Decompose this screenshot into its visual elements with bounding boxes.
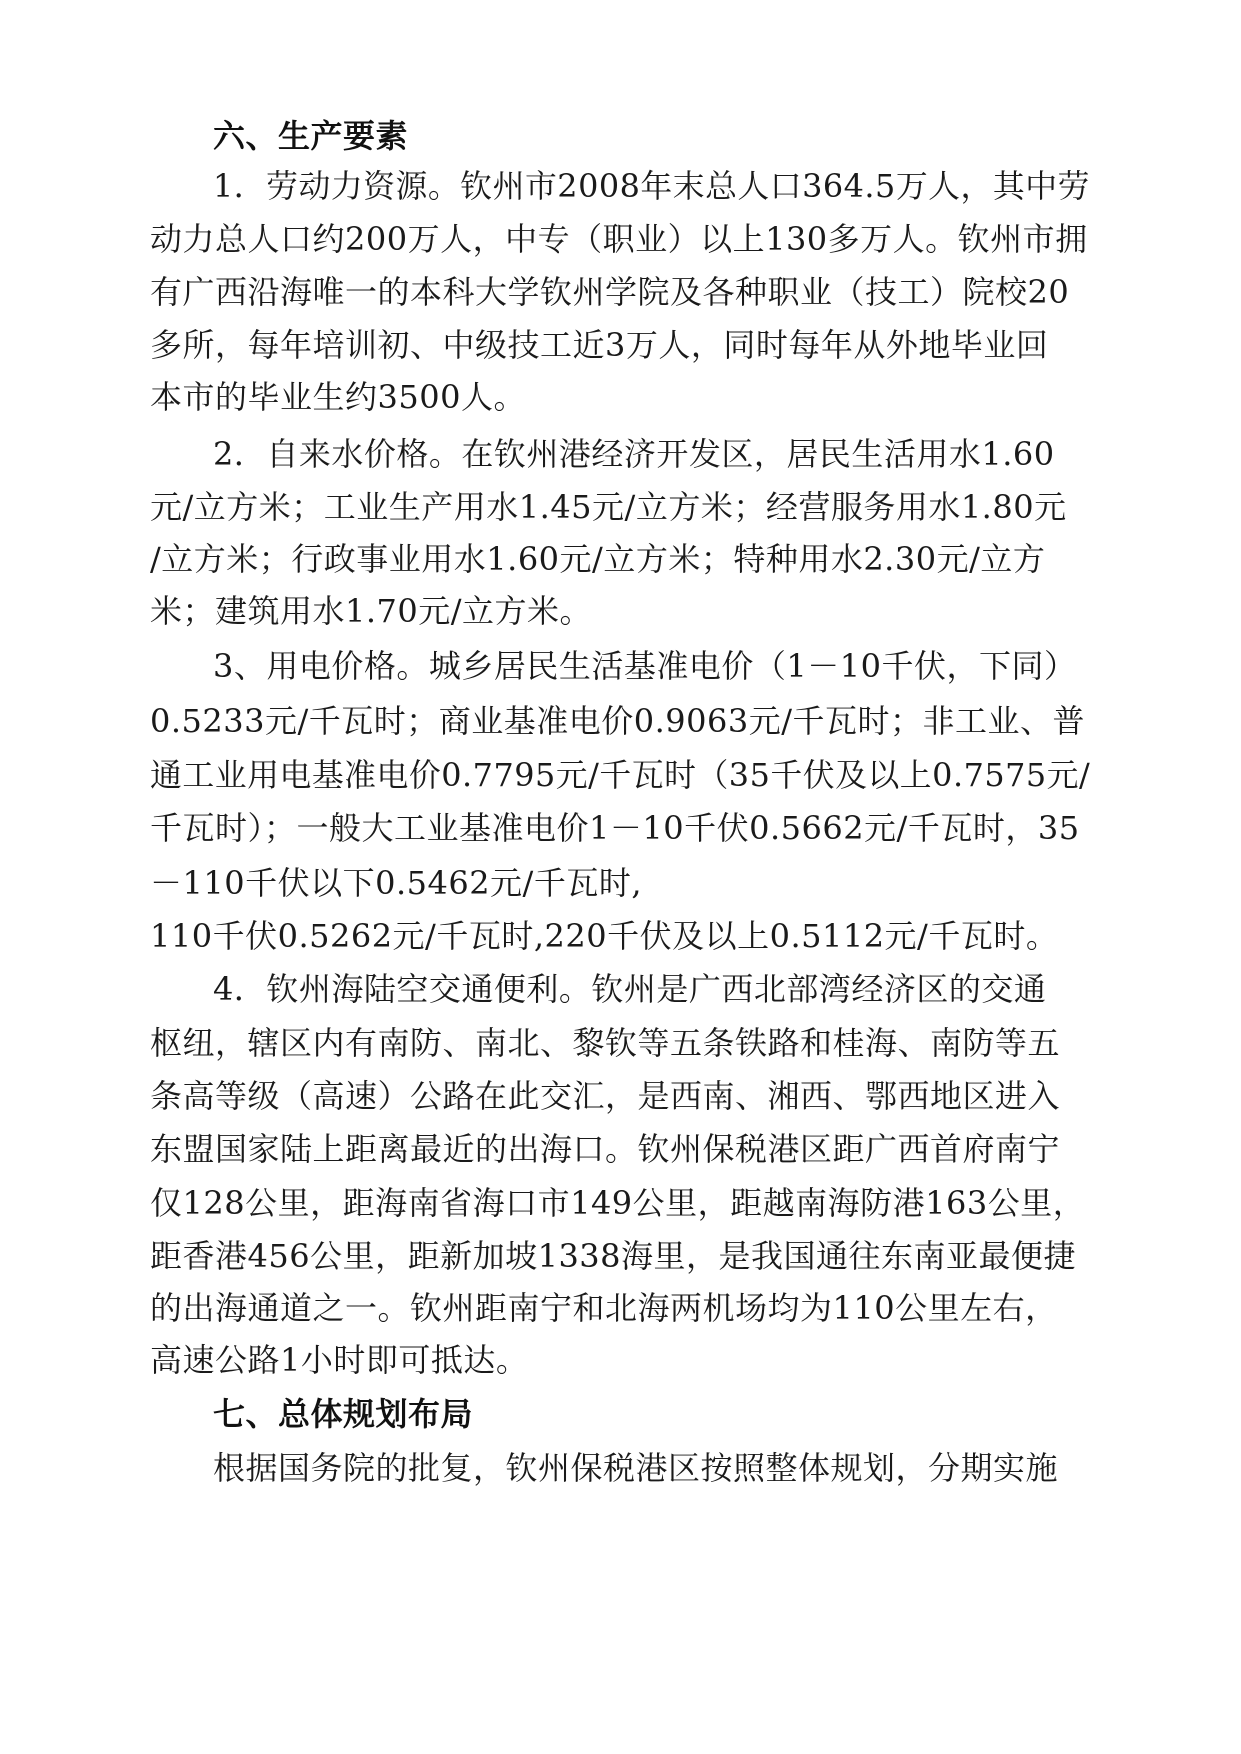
paragraph-line xyxy=(0,372,1241,422)
labor-paragraph-line-2: 动力总人口约200万人，中专（职业）以上130多万人。钦州市拥 xyxy=(150,220,1088,258)
labor-paragraph-line-5: 本市的毕业生约3500人。 xyxy=(150,378,526,416)
labor-paragraph-line-3: 有广西沿海唯一的本科大学钦州学院及各种职业（技工）院校20 xyxy=(150,273,1070,311)
paragraph-line xyxy=(0,641,1241,691)
paragraph-line xyxy=(0,1178,1241,1228)
paragraph-line xyxy=(0,214,1241,264)
paragraph-line xyxy=(0,1018,1241,1068)
paragraph-line xyxy=(0,482,1241,532)
paragraph-line xyxy=(0,1071,1241,1121)
paragraph-line xyxy=(0,1231,1241,1281)
paragraph-line xyxy=(0,320,1241,370)
section-heading xyxy=(0,1389,1241,1439)
water-paragraph-line-3: /立方米；行政事业用水1.60元/立方米；特种用水2.30元/立方 xyxy=(150,540,1046,578)
water-paragraph-line-4: 米；建筑用水1.70元/立方米。 xyxy=(150,592,593,630)
transport-paragraph-line-5: 仅128公里，距海南省海口市149公里，距越南海防港163公里， xyxy=(150,1184,1086,1222)
planning-paragraph-line-1: 根据国务院的批复，钦州保税港区按照整体规划，分期实施 xyxy=(213,1449,1059,1487)
labor-paragraph-line-4: 多所，每年培训初、中级技工近3万人，同时每年从外地毕业回 xyxy=(150,326,1049,364)
paragraph-line xyxy=(0,429,1241,479)
paragraph-line xyxy=(0,267,1241,317)
labor-paragraph-line-1: 1．劳动力资源。钦州市2008年末总人口364.5万人，其中劳 xyxy=(213,167,1090,205)
section-6-heading: 六、生产要素 xyxy=(213,117,409,155)
paragraph-line xyxy=(0,1283,1241,1333)
electricity-paragraph-line-3: 通工业用电基准电价0.7795元/千瓦时（35千伏及以上0.7575元/ xyxy=(150,756,1091,794)
water-paragraph-line-1: 2．自来水价格。在钦州港经济开发区，居民生活用水1.60 xyxy=(213,435,1055,473)
paragraph-line xyxy=(0,1124,1241,1174)
water-paragraph-line-2: 元/立方米；工业生产用水1.45元/立方米；经营服务用水1.80元 xyxy=(150,488,1067,526)
transport-paragraph-line-7: 的出海通道之一。钦州距南宁和北海两机场均为110公里左右， xyxy=(150,1289,1058,1327)
paragraph-line xyxy=(0,1443,1241,1493)
electricity-paragraph-line-6: 110千伏0.5262元/千瓦时,220千伏及以上0.5112元/千瓦时。 xyxy=(150,917,1059,955)
transport-paragraph-line-1: 4．钦州海陆空交通便利。钦州是广西北部湾经济区的交通 xyxy=(213,970,1047,1008)
paragraph-line xyxy=(0,858,1241,908)
paragraph-line xyxy=(0,696,1241,746)
paragraph-line xyxy=(0,750,1241,800)
paragraph-line xyxy=(0,1335,1241,1385)
section-7-heading: 七、总体规划布局 xyxy=(213,1395,474,1433)
section-heading xyxy=(0,111,1241,161)
transport-paragraph-line-2: 枢纽，辖区内有南防、南北、黎钦等五条铁路和桂海、南防等五 xyxy=(150,1024,1061,1062)
electricity-paragraph-line-1: 3、用电价格。城乡居民生活基准电价（1－10千伏，下同） xyxy=(213,647,1077,685)
electricity-paragraph-line-4: 千瓦时）；一般大工业基准电价1－10千伏0.5662元/千瓦时，35 xyxy=(150,809,1080,847)
paragraph-line xyxy=(0,911,1241,961)
paragraph-line xyxy=(0,586,1241,636)
paragraph-line xyxy=(0,964,1241,1014)
transport-paragraph-line-8: 高速公路1小时即可抵达。 xyxy=(150,1341,529,1379)
paragraph-line xyxy=(0,161,1241,211)
paragraph-line xyxy=(0,803,1241,853)
transport-paragraph-line-3: 条高等级（高速）公路在此交汇，是西南、湘西、鄂西地区进入 xyxy=(150,1077,1061,1115)
paragraph-line xyxy=(0,534,1241,584)
electricity-paragraph-line-2: 0.5233元/千瓦时；商业基准电价0.9063元/千瓦时；非工业、普 xyxy=(150,702,1086,740)
electricity-paragraph-line-5: －110千伏以下0.5462元/千瓦时, xyxy=(150,864,643,902)
transport-paragraph-line-4: 东盟国家陆上距离最近的出海口。钦州保税港区距广西首府南宁 xyxy=(150,1130,1061,1168)
transport-paragraph-line-6: 距香港456公里，距新加坡1338海里，是我国通往东南亚最便捷 xyxy=(150,1237,1077,1275)
